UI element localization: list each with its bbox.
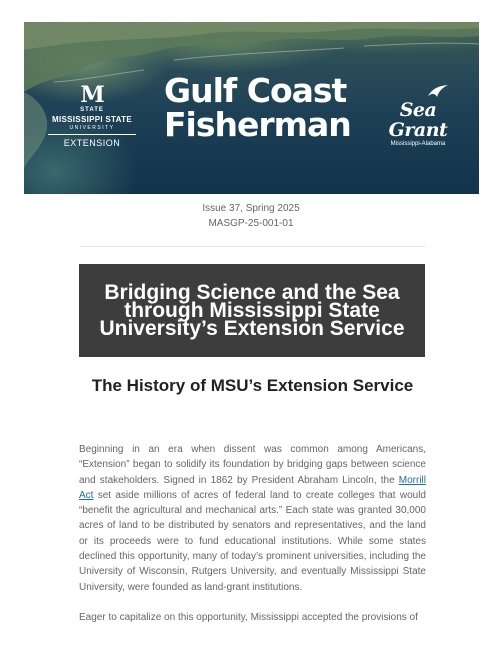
morrill-act-link[interactable]: Morrill Act <box>79 474 426 501</box>
msu-mark-icon: M <box>80 82 104 108</box>
newsletter-title <box>164 71 351 144</box>
msu-logo-university: UNIVERSITY <box>69 125 115 131</box>
paragraph-text: set aside millions of acres of federal land to create colleges that would “benefit the agricultural and mechanical arts.” Each state was granted 30,000 acres of land to be distributed by senators and representatives, and the land or its proceeds were to fund educational institutions. While some states declined this opportunity, many of today’s prominent universities, including the University of Wisconsin, Rutgers University, and eventually Mississippi State University, were founded as land-grant institutions. <box>79 489 426 593</box>
title-line-2: Fisherman <box>164 105 351 144</box>
sea-grant-name: Sea Grant <box>388 99 448 141</box>
article-body <box>79 442 426 640</box>
msu-logo-name: MISSISSIPPI STATE <box>52 115 132 124</box>
msu-logo-rule <box>48 134 136 135</box>
feature-title-box <box>79 264 425 357</box>
msu-logo-state: STATE <box>80 107 104 113</box>
title-line-1: Gulf Coast <box>164 71 347 110</box>
article-paragraph-2: Eager to capitalize on this opportunity, Mississippi accepted the provisions of <box>79 611 418 623</box>
header-banner <box>24 22 479 194</box>
pelican-icon <box>418 84 458 100</box>
msu-extension-logo[interactable] <box>42 84 142 148</box>
msu-logo-extension: EXTENSION <box>63 138 121 148</box>
issue-info <box>0 201 502 231</box>
paragraph-text: Beginning in an era when dissent was common among Americans, “Extension” began to solidify its foundation by bridging gaps between science and stakeholders. Signed in 1862 by President Abraham Lincoln, the <box>79 444 426 486</box>
divider <box>80 246 425 247</box>
feature-title: Bridging Science and the Sea through Mississippi State University’s Extension Service <box>99 280 405 340</box>
section-title: The History of MSU’s Extension Service <box>91 376 414 395</box>
issue-number: Issue 37, Spring 2025 <box>202 203 300 214</box>
article-paragraph-1 <box>79 442 426 595</box>
sea-grant-sub: Mississippi-Alabama <box>390 141 446 147</box>
sea-grant-logo[interactable] <box>378 84 458 147</box>
publication-code: MASGP-25-001-01 <box>208 218 294 229</box>
